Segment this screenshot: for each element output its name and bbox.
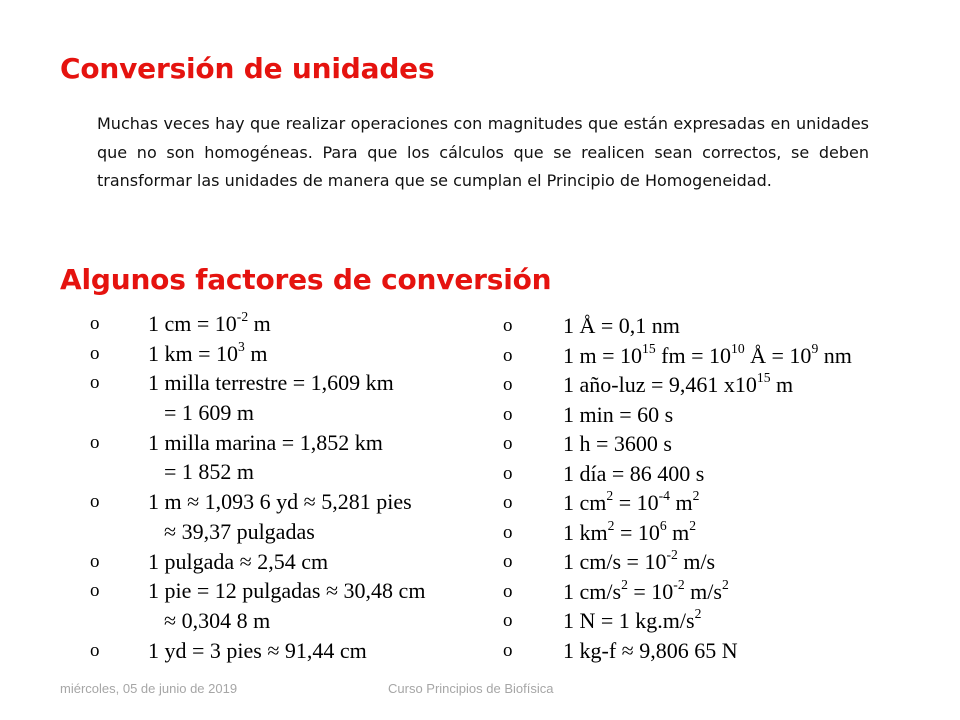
- bullet-icon: o: [90, 342, 100, 364]
- conversion-text: ≈ 39,37 pulgadas: [164, 518, 315, 544]
- bullet-icon: o: [90, 313, 100, 334]
- conversion-text: 1 milla terrestre = 1,609 km: [148, 370, 394, 396]
- bullet-icon: o: [503, 610, 513, 631]
- bullet-icon: o: [503, 403, 513, 425]
- conversion-text: = 1 852 m: [164, 459, 255, 485]
- conversion-text: 1 km = $10^3$ m: [148, 338, 268, 366]
- bullet-icon: o: [503, 433, 513, 454]
- conversion-text: 1 $m = 10^{15}$ fm = $10^{10}$ Å = $10^9$ nm: [563, 340, 852, 368]
- bullet-icon: o: [90, 372, 100, 394]
- bullet-icon: o: [503, 492, 513, 513]
- bullet-icon: o: [503, 374, 513, 395]
- bullet-icon: o: [90, 431, 100, 453]
- conversion-text: 1 yd = 3 pies ≈ 91,44 cm: [148, 637, 367, 663]
- slide-title: Conversión de unidades: [60, 52, 435, 85]
- bullet-icon: o: [90, 639, 100, 661]
- conversion-text: 1 Å = 0,1 nm: [563, 313, 680, 338]
- bullet-icon: o: [503, 580, 513, 602]
- conversion-text: 1 $cm/s = 10^{-2}$ m/s: [563, 546, 716, 574]
- conversion-text: 1 kg-f ≈ 9,806 65 N: [563, 637, 738, 663]
- bullet-icon: o: [503, 551, 513, 572]
- conversion-text: 1 N = 1 $kg.m/s^2$: [563, 605, 702, 633]
- conversion-text: = 1 609 m: [164, 400, 255, 426]
- conversion-text: 1 min = 60 s: [563, 401, 674, 427]
- conversion-text: 1 $cm/s^2 = 10^{-2}$ $m/s^2$: [563, 576, 729, 604]
- conversion-text: ≈ 0,304 8 m: [164, 607, 271, 633]
- bullet-icon: o: [90, 550, 100, 572]
- conversion-text: 1 milla marina = 1,852 km: [148, 429, 383, 455]
- conversion-text: 1 pie = 12 pulgadas ≈ 30,48 cm: [148, 578, 426, 604]
- bullet-icon: o: [503, 462, 513, 484]
- bullet-icon: o: [90, 491, 100, 513]
- conversion-text: 1 $km^2 = 10^6$ $m^2$: [563, 517, 697, 545]
- conversion-text: 1 día = 86 400 s: [563, 460, 705, 486]
- bullet-icon: o: [503, 344, 513, 366]
- bullet-icon: o: [503, 315, 513, 336]
- conversion-text: 1 año-luz = 9,461 $x10^{15}$ m: [563, 369, 794, 397]
- conversion-text: 1 h = 3600 s: [563, 431, 672, 456]
- bullet-icon: o: [503, 639, 513, 661]
- section-subtitle: Algunos factores de conversión: [60, 263, 552, 296]
- conversion-text: 1 $cm^2 = 10^{-4}$ $m^2$: [563, 487, 700, 515]
- footer-course: Curso Principios de Biofísica: [388, 681, 554, 696]
- bullet-icon: o: [503, 521, 513, 543]
- intro-paragraph: Muchas veces hay que realizar operaciones con magnitudes que están expresadas en unidades que no son homogéneas. Para que los cálculos que se realicen sean correctos, se deben transformar las unidades de manera que se cumplan el Principio de Homogeneidad.: [97, 114, 869, 190]
- bullet-icon: o: [90, 580, 100, 602]
- conversion-text: 1 pulgada ≈ 2,54 cm: [148, 548, 329, 574]
- conversion-text: 1 cm = $10^{-2}$ m: [148, 308, 271, 336]
- conversion-text: 1 m ≈ 1,093 6 yd ≈ 5,281 pies: [148, 489, 412, 515]
- footer-date: miércoles, 05 de junio de 2019: [60, 681, 238, 696]
